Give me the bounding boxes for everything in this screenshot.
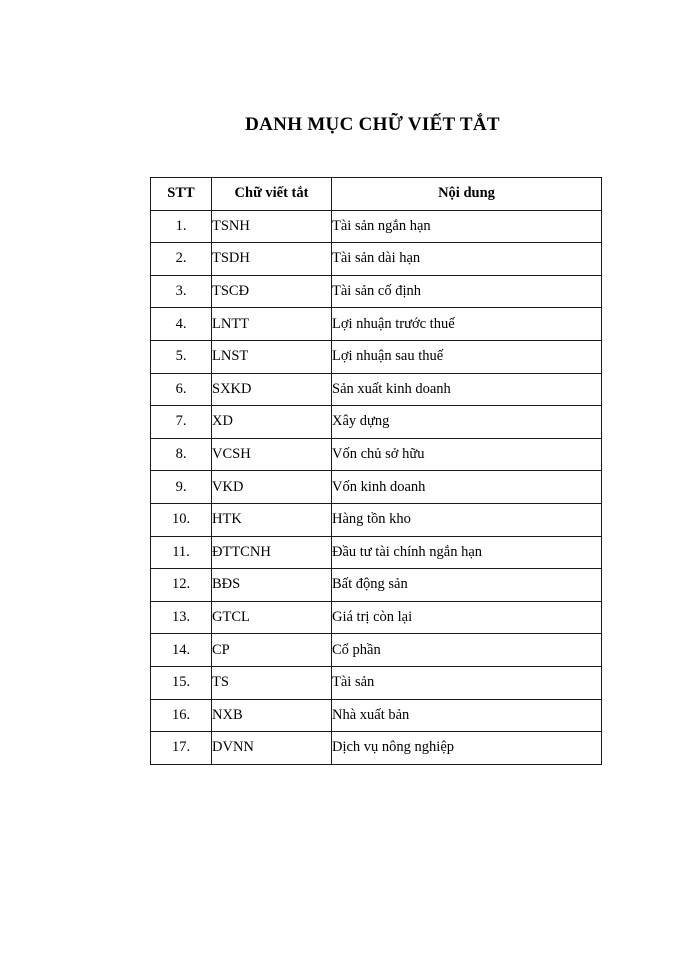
row-content: Giá trị còn lại [332,601,602,634]
row-abbreviation: TSDH [212,243,332,276]
row-content: Vốn chủ sở hữu [332,438,602,471]
row-abbreviation: HTK [212,503,332,536]
row-content: Lợi nhuận trước thuế [332,308,602,341]
row-stt: 11. [151,536,212,569]
row-abbreviation: TS [212,666,332,699]
row-stt: 6. [151,373,212,406]
row-content: Xây dựng [332,406,602,439]
table-row [151,666,602,699]
row-stt: 5. [151,340,212,373]
table-row [151,308,602,341]
row-abbreviation: NXB [212,699,332,732]
table-row [151,340,602,373]
row-stt: 4. [151,308,212,341]
header-stt: STT [151,178,212,211]
row-abbreviation: TSCĐ [212,275,332,308]
row-content: Tài sản cố định [332,275,602,308]
row-abbreviation: BĐS [212,569,332,602]
row-stt: 16. [151,699,212,732]
header-content: Nội dung [332,178,602,211]
row-stt: 10. [151,503,212,536]
table-row [151,406,602,439]
row-content: Tài sản dài hạn [332,243,602,276]
row-abbreviation: SXKD [212,373,332,406]
table-header-row [151,178,602,211]
table-row [151,634,602,667]
abbreviation-table [150,177,602,765]
table-row [151,732,602,765]
table-row [151,471,602,504]
row-stt: 2. [151,243,212,276]
row-abbreviation: TSNH [212,210,332,243]
header-abbreviation: Chữ viết tắt [212,178,332,211]
row-abbreviation: XD [212,406,332,439]
row-content: Vốn kinh doanh [332,471,602,504]
row-stt: 3. [151,275,212,308]
row-content: Tài sản ngắn hạn [332,210,602,243]
row-abbreviation: CP [212,634,332,667]
row-content: Nhà xuất bản [332,699,602,732]
row-stt: 14. [151,634,212,667]
row-stt: 7. [151,406,212,439]
row-stt: 8. [151,438,212,471]
row-stt: 1. [151,210,212,243]
row-abbreviation: LNTT [212,308,332,341]
row-content: Lợi nhuận sau thuế [332,340,602,373]
row-abbreviation: GTCL [212,601,332,634]
table-row [151,601,602,634]
row-content: Bất động sản [332,569,602,602]
row-abbreviation: VCSH [212,438,332,471]
row-content: Tài sản [332,666,602,699]
table-row [151,210,602,243]
row-abbreviation: DVNN [212,732,332,765]
row-content: Đầu tư tài chính ngắn hạn [332,536,602,569]
row-abbreviation: ĐTTCNH [212,536,332,569]
row-abbreviation: LNST [212,340,332,373]
row-stt: 12. [151,569,212,602]
row-content: Sản xuất kinh doanh [332,373,602,406]
table-row [151,503,602,536]
row-stt: 9. [151,471,212,504]
row-abbreviation: VKD [212,471,332,504]
table-row [151,373,602,406]
row-stt: 13. [151,601,212,634]
row-content: Cổ phần [332,634,602,667]
row-content: Dịch vụ nông nghiệp [332,732,602,765]
table-row [151,243,602,276]
row-stt: 17. [151,732,212,765]
table-row [151,536,602,569]
table-row [151,569,602,602]
table-row [151,438,602,471]
table-row [151,275,602,308]
page-title: DANH MỤC CHỮ VIẾT TẮT [245,114,500,135]
table-row [151,699,602,732]
row-stt: 15. [151,666,212,699]
row-content: Hàng tồn kho [332,503,602,536]
